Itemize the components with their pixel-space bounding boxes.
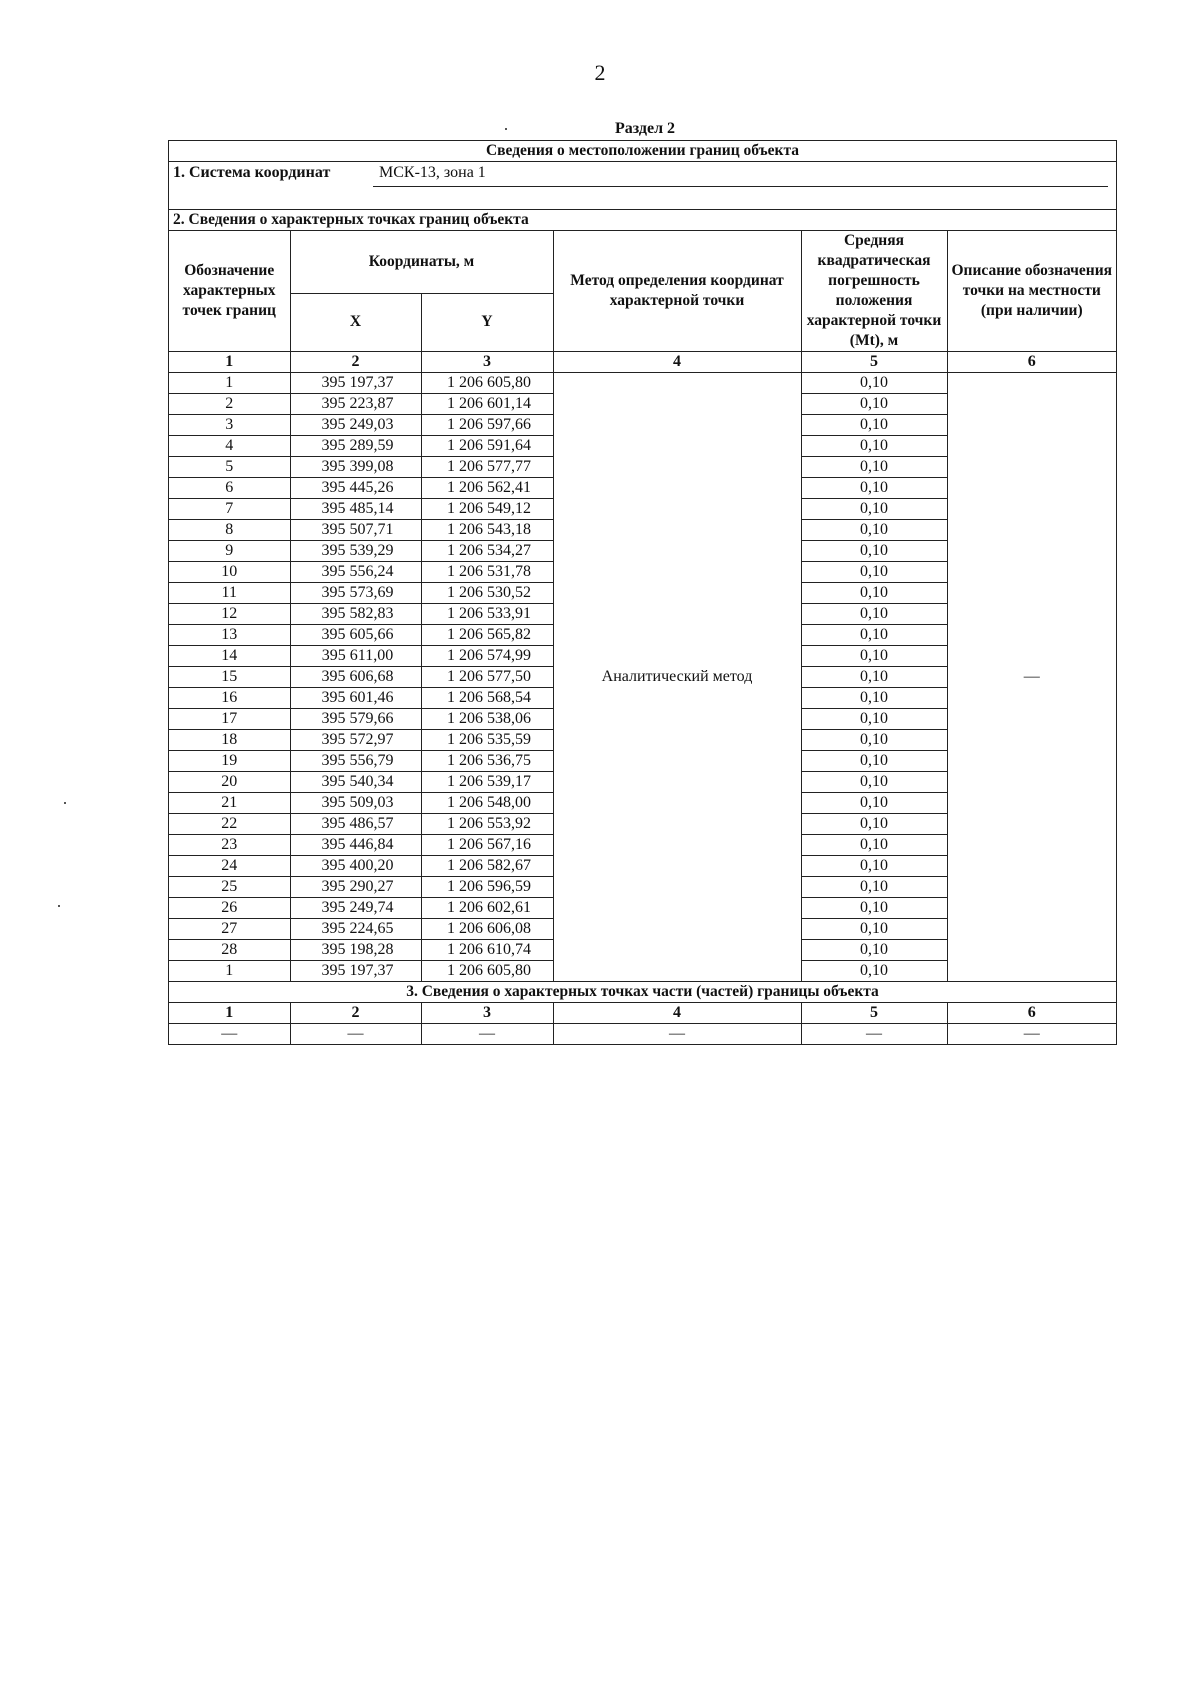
scan-speck xyxy=(505,128,507,130)
point-y: 1 206 577,50 xyxy=(421,667,553,688)
point-y: 1 206 596,59 xyxy=(421,877,553,898)
point-error: 0,10 xyxy=(801,751,947,772)
parts-cell: — xyxy=(553,1024,801,1045)
point-error: 0,10 xyxy=(801,520,947,541)
point-id: 19 xyxy=(169,751,290,772)
point-x: 395 573,69 xyxy=(290,583,421,604)
point-error: 0,10 xyxy=(801,667,947,688)
point-id: 11 xyxy=(169,583,290,604)
point-x: 395 611,00 xyxy=(290,646,421,667)
point-x: 395 445,26 xyxy=(290,478,421,499)
point-error: 0,10 xyxy=(801,499,947,520)
point-x: 395 197,37 xyxy=(290,961,421,982)
point-y: 1 206 568,54 xyxy=(421,688,553,709)
point-y: 1 206 553,92 xyxy=(421,814,553,835)
scan-speck xyxy=(64,802,66,804)
point-error: 0,10 xyxy=(801,835,947,856)
point-x: 395 540,34 xyxy=(290,772,421,793)
point-error: 0,10 xyxy=(801,562,947,583)
point-id: 22 xyxy=(169,814,290,835)
point-id: 28 xyxy=(169,940,290,961)
point-y: 1 206 539,17 xyxy=(421,772,553,793)
parts-cell: — xyxy=(801,1024,947,1045)
point-y: 1 206 567,16 xyxy=(421,835,553,856)
point-error: 0,10 xyxy=(801,604,947,625)
underline xyxy=(373,186,1108,187)
header-error: Средняя квадратическая погрешность положения характерной точки (Mt), м xyxy=(801,231,947,352)
point-x: 395 485,14 xyxy=(290,499,421,520)
boundary-info-table xyxy=(168,140,1117,1045)
point-x: 395 198,28 xyxy=(290,940,421,961)
parts-section-title: 3. Сведения о характерных точках части (частей) границы объекта xyxy=(169,982,1116,1003)
point-x: 395 509,03 xyxy=(290,793,421,814)
point-y: 1 206 538,06 xyxy=(421,709,553,730)
col-number: 2 xyxy=(290,352,421,373)
parts-cell: — xyxy=(290,1024,421,1045)
point-id: 18 xyxy=(169,730,290,751)
coordinate-system-label: 1. Система координат xyxy=(173,164,331,181)
point-x: 395 556,24 xyxy=(290,562,421,583)
point-y: 1 206 582,67 xyxy=(421,856,553,877)
point-error: 0,10 xyxy=(801,856,947,877)
point-x: 395 606,68 xyxy=(290,667,421,688)
parts-cell: — xyxy=(169,1024,290,1045)
header-method: Метод определения координат характерной точки xyxy=(553,231,801,352)
point-x: 395 290,27 xyxy=(290,877,421,898)
point-id: 23 xyxy=(169,835,290,856)
header-designation: Обозначение характерных точек границ xyxy=(169,231,290,352)
point-id: 27 xyxy=(169,919,290,940)
point-error: 0,10 xyxy=(801,877,947,898)
point-id: 21 xyxy=(169,793,290,814)
point-id: 20 xyxy=(169,772,290,793)
header-y: Y xyxy=(421,293,553,351)
point-y: 1 206 534,27 xyxy=(421,541,553,562)
point-error: 0,10 xyxy=(801,541,947,562)
coordinate-system-value: МСК-13, зона 1 xyxy=(379,164,486,181)
point-x: 395 507,71 xyxy=(290,520,421,541)
parts-cell: — xyxy=(421,1024,553,1045)
point-error: 0,10 xyxy=(801,478,947,499)
point-error: 0,10 xyxy=(801,625,947,646)
point-y: 1 206 543,18 xyxy=(421,520,553,541)
parts-col-number: 2 xyxy=(290,1003,421,1024)
point-error: 0,10 xyxy=(801,898,947,919)
point-x: 395 579,66 xyxy=(290,709,421,730)
point-y: 1 206 535,59 xyxy=(421,730,553,751)
method-cell: Аналитический метод xyxy=(553,373,801,982)
parts-col-number: 3 xyxy=(421,1003,553,1024)
point-error: 0,10 xyxy=(801,415,947,436)
point-x: 395 556,79 xyxy=(290,751,421,772)
point-y: 1 206 602,61 xyxy=(421,898,553,919)
point-x: 395 399,08 xyxy=(290,457,421,478)
point-x: 395 249,03 xyxy=(290,415,421,436)
point-id: 12 xyxy=(169,604,290,625)
point-y: 1 206 533,91 xyxy=(421,604,553,625)
point-x: 395 582,83 xyxy=(290,604,421,625)
point-y: 1 206 597,66 xyxy=(421,415,553,436)
point-y: 1 206 605,80 xyxy=(421,373,553,394)
point-x: 395 572,97 xyxy=(290,730,421,751)
point-error: 0,10 xyxy=(801,373,947,394)
point-x: 395 400,20 xyxy=(290,856,421,877)
point-id: 24 xyxy=(169,856,290,877)
point-y: 1 206 606,08 xyxy=(421,919,553,940)
point-error: 0,10 xyxy=(801,436,947,457)
point-id: 6 xyxy=(169,478,290,499)
header-description: Описание обозначения точки на местности (при наличии) xyxy=(947,231,1116,352)
scan-speck xyxy=(58,905,60,907)
point-id: 14 xyxy=(169,646,290,667)
point-id: 15 xyxy=(169,667,290,688)
point-y: 1 206 562,41 xyxy=(421,478,553,499)
point-x: 395 223,87 xyxy=(290,394,421,415)
point-id: 1 xyxy=(169,961,290,982)
parts-col-number: 1 xyxy=(169,1003,290,1024)
point-id: 7 xyxy=(169,499,290,520)
description-cell: — xyxy=(947,373,1116,982)
table-title: Сведения о местоположении границ объекта xyxy=(169,141,1116,162)
point-error: 0,10 xyxy=(801,772,947,793)
point-y: 1 206 605,80 xyxy=(421,961,553,982)
point-x: 395 224,65 xyxy=(290,919,421,940)
point-id: 17 xyxy=(169,709,290,730)
point-error: 0,10 xyxy=(801,583,947,604)
point-id: 9 xyxy=(169,541,290,562)
point-x: 395 197,37 xyxy=(290,373,421,394)
point-id: 25 xyxy=(169,877,290,898)
point-x: 395 601,46 xyxy=(290,688,421,709)
point-y: 1 206 531,78 xyxy=(421,562,553,583)
point-error: 0,10 xyxy=(801,814,947,835)
point-y: 1 206 591,64 xyxy=(421,436,553,457)
point-id: 2 xyxy=(169,394,290,415)
coordinate-system-row xyxy=(169,162,1116,210)
point-error: 0,10 xyxy=(801,730,947,751)
parts-col-number: 5 xyxy=(801,1003,947,1024)
parts-section-row xyxy=(169,982,1116,1003)
point-y: 1 206 548,00 xyxy=(421,793,553,814)
point-id: 5 xyxy=(169,457,290,478)
point-x: 395 539,29 xyxy=(290,541,421,562)
point-error: 0,10 xyxy=(801,394,947,415)
point-id: 1 xyxy=(169,373,290,394)
col-number: 1 xyxy=(169,352,290,373)
point-id: 4 xyxy=(169,436,290,457)
section-title: Раздел 2 xyxy=(614,120,676,137)
point-error: 0,10 xyxy=(801,919,947,940)
header-x: X xyxy=(290,293,421,351)
point-error: 0,10 xyxy=(801,646,947,667)
parts-col-number: 6 xyxy=(947,1003,1116,1024)
table-row xyxy=(169,373,1116,394)
point-y: 1 206 610,74 xyxy=(421,940,553,961)
point-y: 1 206 574,99 xyxy=(421,646,553,667)
point-id: 26 xyxy=(169,898,290,919)
point-error: 0,10 xyxy=(801,688,947,709)
point-y: 1 206 530,52 xyxy=(421,583,553,604)
point-y: 1 206 577,77 xyxy=(421,457,553,478)
col-number: 4 xyxy=(553,352,801,373)
point-id: 3 xyxy=(169,415,290,436)
point-y: 1 206 536,75 xyxy=(421,751,553,772)
point-error: 0,10 xyxy=(801,709,947,730)
point-x: 395 446,84 xyxy=(290,835,421,856)
point-x: 395 486,57 xyxy=(290,814,421,835)
point-y: 1 206 601,14 xyxy=(421,394,553,415)
parts-col-number: 4 xyxy=(553,1003,801,1024)
col-number: 6 xyxy=(947,352,1116,373)
page-number: 2 xyxy=(594,60,606,85)
point-id: 10 xyxy=(169,562,290,583)
parts-cell: — xyxy=(947,1024,1116,1045)
point-x: 395 605,66 xyxy=(290,625,421,646)
col-number: 5 xyxy=(801,352,947,373)
point-error: 0,10 xyxy=(801,793,947,814)
points-section-title: 2. Сведения о характерных точках границ объекта xyxy=(169,210,1116,231)
point-y: 1 206 549,12 xyxy=(421,499,553,520)
point-error: 0,10 xyxy=(801,940,947,961)
points-table xyxy=(169,231,1116,1044)
point-error: 0,10 xyxy=(801,457,947,478)
point-id: 16 xyxy=(169,688,290,709)
parts-row xyxy=(169,1024,1116,1045)
point-x: 395 249,74 xyxy=(290,898,421,919)
col-number: 3 xyxy=(421,352,553,373)
point-y: 1 206 565,82 xyxy=(421,625,553,646)
parts-col-numbers-row xyxy=(169,1003,1116,1024)
point-x: 395 289,59 xyxy=(290,436,421,457)
point-error: 0,10 xyxy=(801,961,947,982)
point-id: 13 xyxy=(169,625,290,646)
point-id: 8 xyxy=(169,520,290,541)
header-coordinates: Координаты, м xyxy=(290,231,553,293)
